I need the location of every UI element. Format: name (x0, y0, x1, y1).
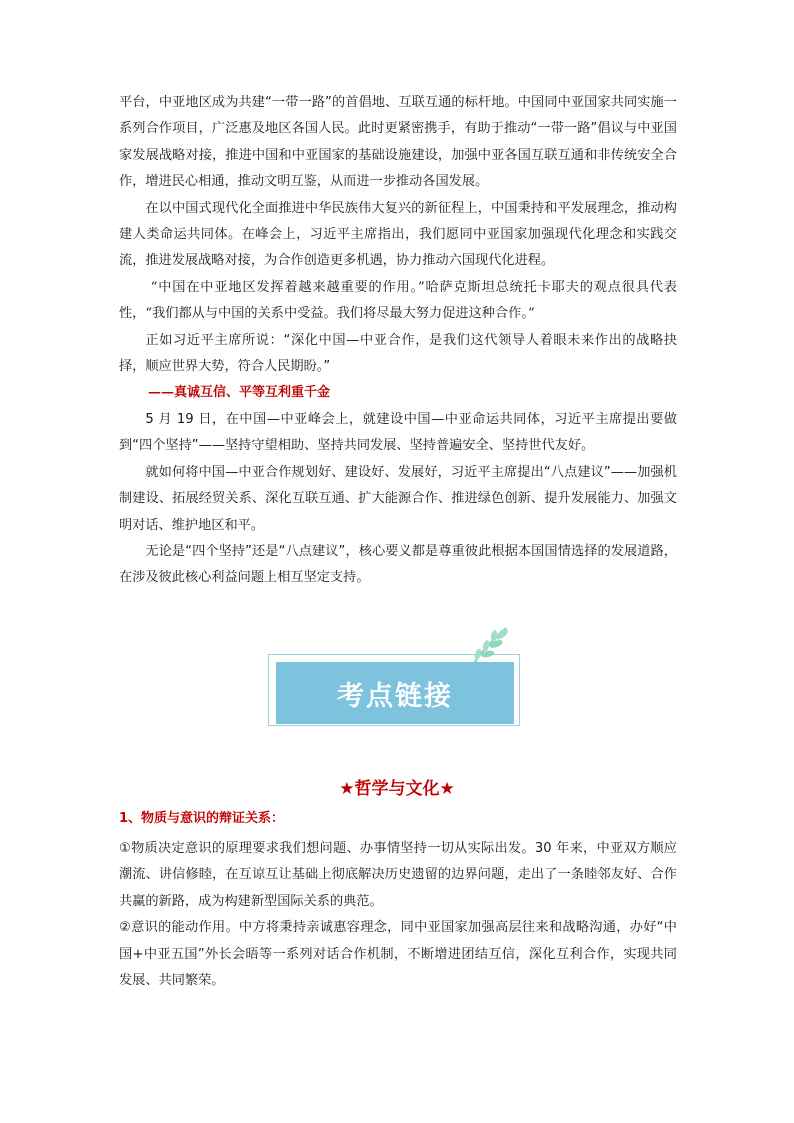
paragraph: 在以中国式现代化全面推进中华民族伟大复兴的新征程上，中国秉持和平发展理念，推动构建人类命运共同体。在峰会上，习近平主席指出，我们愿同中亚国家加强现代化理念和实践交流，推进发展战略对接，为合作创造更多机遇，协力推动六国现代化进程。 (119, 200, 677, 269)
point-item: ②意识的能动作用。中方将秉持亲诚惠容理念，同中亚国家加强高层往来和战略沟通，办好“中国+中亚五国”外长会晤等一系列对话合作机制，不断增进团结互信，深化互利合作，实现共同发展、共同繁荣。 (119, 920, 677, 989)
paragraph: 正如习近平主席所说：“深化中国—中亚合作，是我们这代领导人着眼未来作出的战略抉择，顺应世界大势，符合人民期盼。” (119, 332, 677, 375)
section-title: ★哲学与文化★ (339, 779, 455, 799)
section-banner (268, 624, 524, 728)
banner-box (276, 662, 514, 724)
paragraph: 就如何将中国—中亚合作规划好、建设好、发展好，习近平主席提出“八点建议”——加强机制建设、拓展经贸关系、深化互联互通、扩大能源合作、推进绿色创新、提升发展能力、加强文明对话、维护地区和平。 (119, 464, 677, 533)
point-item: ①物质决定意识的原理要求我们想问题、办事情坚持一切从实际出发。30 年来，中亚双方顺应潮流、讲信修睦，在互谅互让基础上彻底解决历史遗留的边界问题，走出了一条睦邻友好、合作共赢的新路，成为构建新型国际关系的典范。 (119, 841, 677, 909)
banner-title: 考点链接 (337, 680, 453, 712)
paragraph-quote: “中国在中亚地区发挥着越来越重要的作用。”哈萨克斯坦总统托卡耶夫的观点很具代表性，“我们都从与中国的关系中受益。我们将尽最大努力促进这种合作。” (119, 279, 677, 322)
paragraph: 平台，中亚地区成为共建“一带一路”的首倡地、互联互通的标杆地。中国同中亚国家共同实施一系列合作项目，广泛惠及地区各国人民。此时更紧密携手，有助于推动“一带一路”倡议与中亚国家发展战略对接，推进中国和中亚国家的基础设施建设，加强中亚各国互联互通和非传统安全合作，增进民心相通，推动文明互鉴，从而进一步推动各国发展。 (119, 95, 677, 190)
article-body (119, 90, 677, 592)
point-heading: 1、物质与意识的辩证关系： (119, 811, 285, 826)
paragraph: 5 月 19 日，在中国—中亚峰会上，就建设中国—中亚命运共同体，习近平主席提出要做到“四个坚持”——坚持守望相助、坚持共同发展、坚持普遍安全、坚持世代友好。 (119, 411, 677, 454)
leaf-icon (466, 624, 514, 668)
exam-points (119, 806, 677, 994)
paragraph: 无论是“四个坚持”还是“八点建议”，核心要义都是尊重彼此根据本国国情选择的发展道路，在涉及彼此核心利益问题上相互坚定支持。 (119, 543, 677, 586)
subheading: ——真诚互信、平等互利重千金 (148, 385, 331, 401)
